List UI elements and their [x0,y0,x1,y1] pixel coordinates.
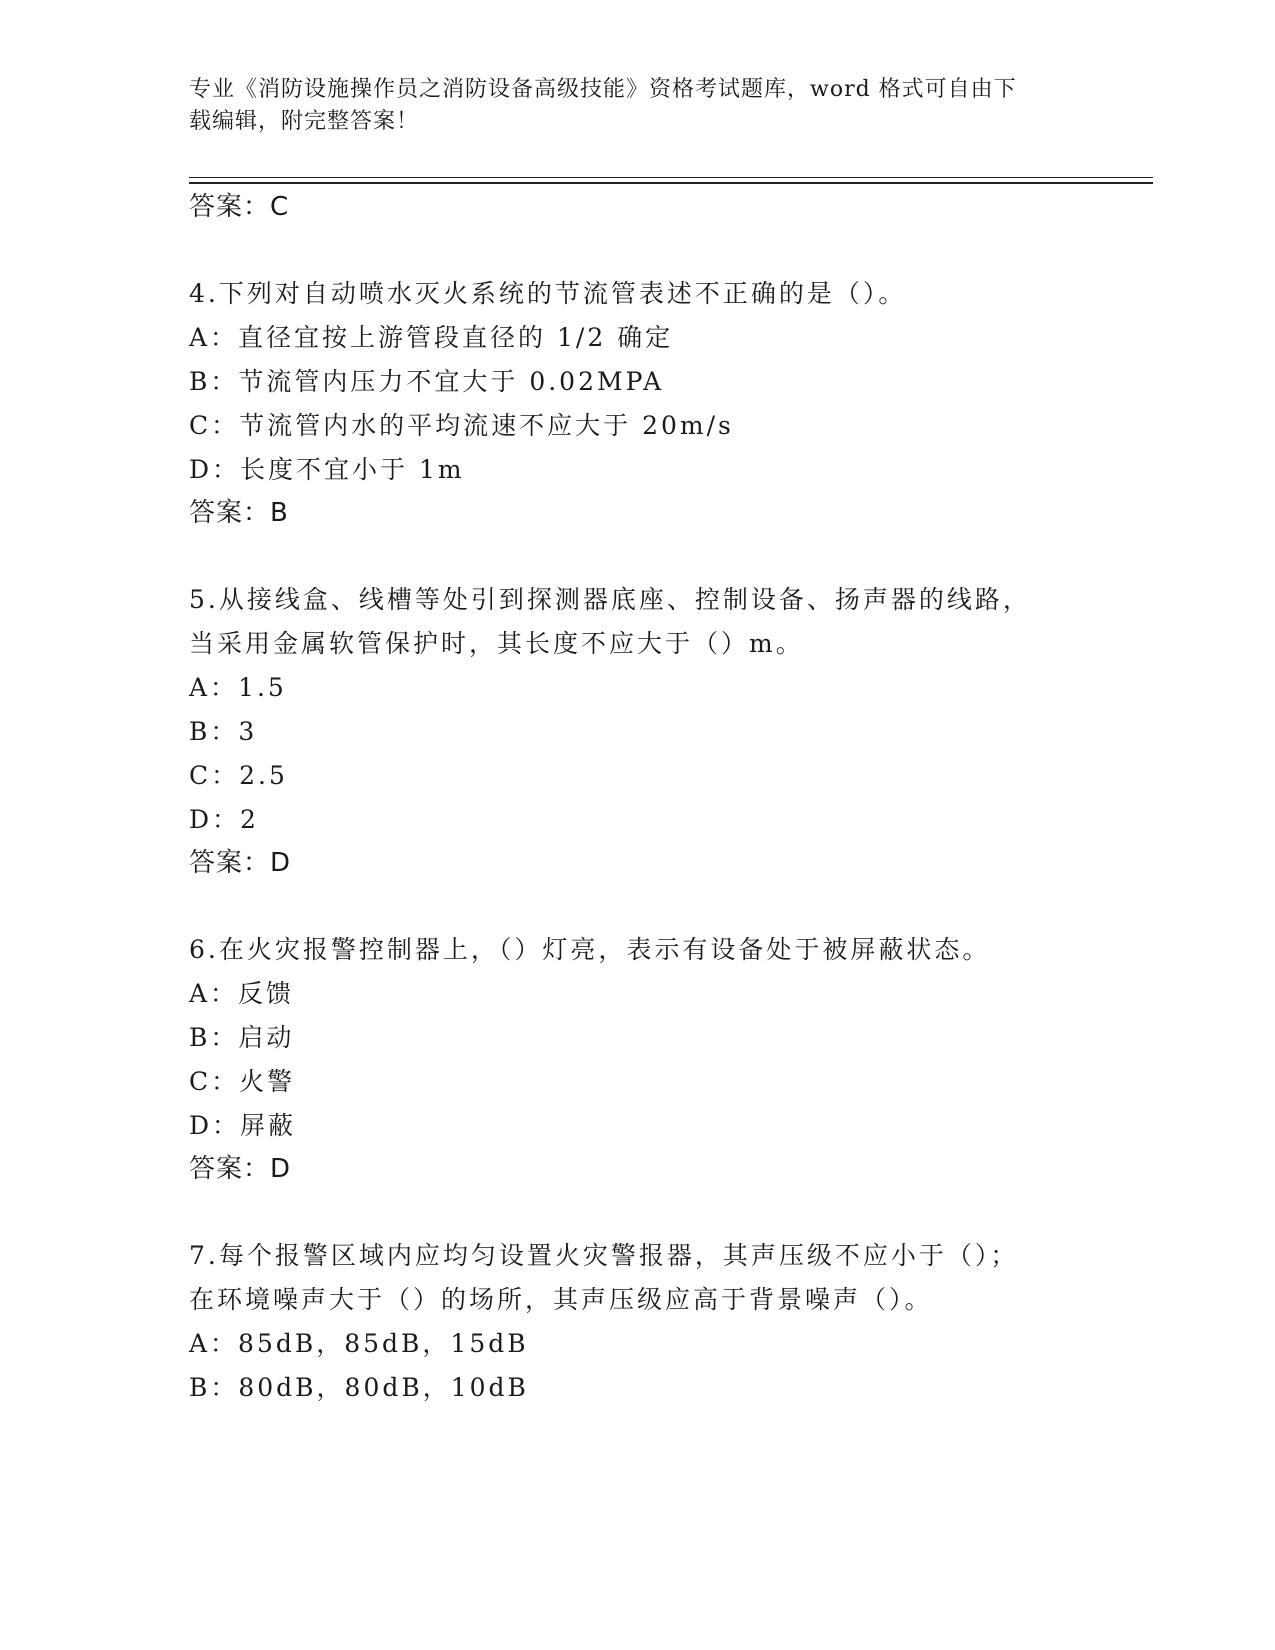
question-7-stem-line-1: 7.每个报警区域内应均匀设置火灾警报器，其声压级不应小于（）； [189,1241,1019,1270]
header-divider-thin [189,177,1153,178]
question-7-stem-line-2: 在环境噪声大于（）的场所，其声压级应高于背景噪声（）。 [189,1285,933,1314]
header-line-2: 载编辑，附完整答案！ [189,109,420,134]
document-header [189,74,1089,138]
question-6-option-a: A：反馈 [189,979,295,1008]
question-4-option-a: A：直径宜按上游管段直径的 1/2 确定 [189,323,674,352]
question-5-stem-line-2: 当采用金属软管保护时，其长度不应大于（）m。 [189,629,804,658]
question-4-answer: 答案：B [189,498,289,528]
question-6-option-c: C：火警 [189,1067,296,1096]
question-4-option-b: B：节流管内压力不宜大于 0.02MPA [189,367,665,396]
question-5-answer: 答案：D [189,848,292,878]
question-6-option-d: D：屏蔽 [189,1111,297,1140]
question-6-answer: 答案：D [189,1154,292,1184]
question-5-option-c: C：2.5 [189,761,288,790]
answer-previous: 答案：C [189,192,290,222]
question-6-option-b: B：启动 [189,1023,295,1052]
header-divider-thick [189,182,1153,184]
question-5-option-a: A：1.5 [189,673,287,702]
question-7-option-a: A：85dB，85dB，15dB [189,1329,529,1358]
question-5-stem-line-1: 5.从接线盒、线槽等处引到探测器底座、控制设备、扬声器的线路， [189,585,1031,614]
question-7-option-b: B：80dB，80dB，10dB [189,1373,529,1402]
question-6-stem: 6.在火灾报警控制器上，（）灯亮，表示有设备处于被屏蔽状态。 [189,935,991,964]
header-line-1: 专业《消防设施操作员之消防设备高级技能》资格考试题库，word 格式可自由下 [189,77,1017,102]
question-5-option-b: B：3 [189,717,258,746]
question-4-option-d: D：长度不宜小于 1m [189,455,465,484]
question-4-stem: 4.下列对自动喷水灭火系统的节流管表述不正确的是（）。 [189,279,907,308]
question-4-option-c: C：节流管内水的平均流速不应大于 20m/s [189,411,734,440]
question-5-option-d: D：2 [189,805,259,834]
